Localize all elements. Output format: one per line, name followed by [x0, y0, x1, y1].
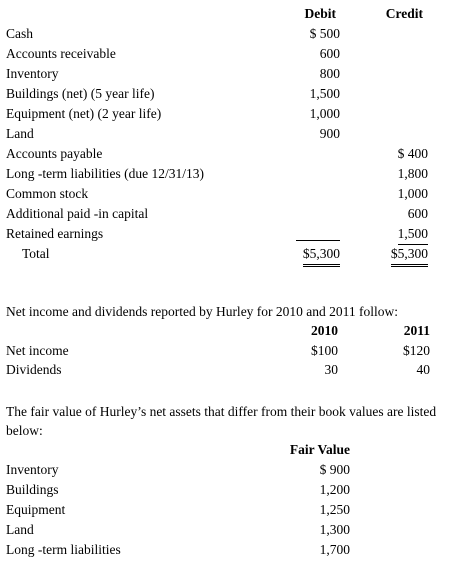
credit-value: 1,800 — [397, 166, 428, 181]
credit-value: 600 — [407, 206, 428, 221]
fair-value-header — [0, 440, 468, 460]
fv-row-long-term-liabilities — [0, 540, 468, 560]
fair-value: 1,300 — [319, 522, 350, 537]
row-label: Accounts payable — [6, 146, 103, 161]
tb-row-common-stock — [0, 184, 468, 204]
tb-row-buildings — [0, 84, 468, 104]
fv-row-buildings — [0, 480, 468, 500]
year-2010-header: 2010 — [311, 323, 338, 338]
fair-value: 1,250 — [319, 502, 350, 517]
tb-row-accounts-receivable — [0, 44, 468, 64]
fair-value: $ 900 — [319, 462, 350, 477]
row-label: Land — [6, 522, 34, 537]
value-2011: 40 — [416, 362, 430, 377]
debit-value: 600 — [319, 46, 340, 61]
fair-value: 1,200 — [319, 482, 350, 497]
value-2010: 30 — [324, 362, 338, 377]
debit-value: 900 — [319, 126, 340, 141]
fv-row-land — [0, 520, 468, 540]
tb-row-apic — [0, 204, 468, 224]
value-2010: $100 — [311, 343, 338, 358]
tb-row-equipment — [0, 104, 468, 124]
total-debit: $5,300 — [303, 244, 340, 267]
tb-row-land — [0, 124, 468, 144]
tb-row-accounts-payable — [0, 144, 468, 164]
tb-row-inventory — [0, 64, 468, 84]
credit-value: $ 400 — [397, 146, 428, 161]
income-intro: Net income and dividends reported by Hurley for 2010 and 2011 follow: — [6, 304, 399, 319]
debit-value: 1,000 — [309, 106, 340, 121]
row-label: Additional paid -in capital — [6, 206, 149, 221]
year-2011-header: 2011 — [403, 323, 430, 338]
fv-row-inventory — [0, 460, 468, 480]
row-label: Dividends — [6, 362, 62, 377]
debit-value: $ 500 — [309, 26, 340, 41]
row-label: Land — [6, 126, 34, 141]
row-label: Common stock — [6, 186, 89, 201]
row-label: Net income — [6, 343, 69, 358]
debit-value: 1,500 — [309, 86, 340, 101]
total-label: Total — [22, 246, 50, 261]
row-label: Buildings (net) (5 year life) — [6, 86, 155, 101]
credit-value: 1,500 — [398, 224, 428, 245]
tb-row-long-term-liabilities — [0, 164, 468, 184]
row-label: Retained earnings — [6, 226, 104, 241]
row-label: Inventory — [6, 66, 59, 81]
fair-value-column-header: Fair Value — [289, 442, 350, 457]
row-label: Inventory — [6, 462, 59, 477]
total-credit: $5,300 — [391, 244, 428, 267]
income-row-net-income — [0, 341, 468, 361]
debit-value: 800 — [319, 66, 340, 81]
tb-row-cash — [0, 24, 468, 44]
credit-value: 1,000 — [397, 186, 428, 201]
debit-subtotal-rule — [296, 224, 340, 241]
tb-row-retained-earnings — [0, 224, 468, 244]
row-label: Long -term liabilities — [6, 542, 121, 557]
tb-row-total — [0, 244, 468, 264]
income-header — [0, 321, 468, 341]
row-label: Cash — [6, 26, 33, 41]
fair-value: 1,700 — [319, 542, 350, 557]
row-label: Accounts receivable — [6, 46, 116, 61]
value-2011: $120 — [403, 343, 430, 358]
row-label: Equipment (net) (2 year life) — [6, 106, 162, 121]
row-label: Equipment — [6, 502, 66, 517]
trial-balance-header — [0, 4, 468, 24]
row-label: Buildings — [6, 482, 59, 497]
fv-row-equipment — [0, 500, 468, 520]
credit-header: Credit — [385, 6, 423, 21]
fair-value-intro: The fair value of Hurley’s net assets that differ from their book values are listed below: — [6, 404, 437, 438]
income-row-dividends — [0, 360, 468, 380]
debit-header: Debit — [304, 6, 336, 21]
row-label: Long -term liabilities (due 12/31/13) — [6, 166, 204, 181]
